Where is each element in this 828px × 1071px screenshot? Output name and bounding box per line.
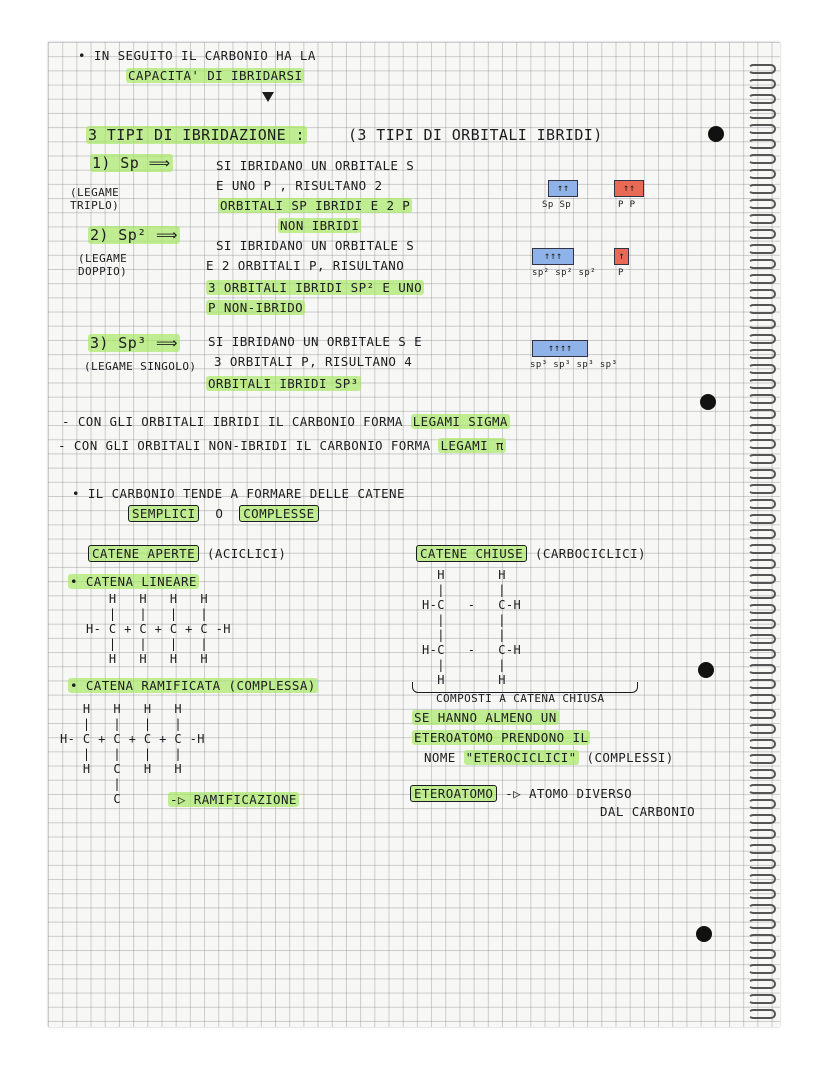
spiral-ring — [748, 349, 776, 359]
spiral-ring — [748, 829, 776, 839]
spiral-ring — [748, 364, 776, 374]
spiral-ring — [748, 469, 776, 479]
open-chains-note: (ACICLICI) — [206, 546, 287, 561]
sp-desc-4: NON IBRIDI — [280, 218, 360, 233]
sp3-desc-2: 3 ORBITALI P, RISULTANO 4 — [214, 354, 413, 369]
spiral-ring — [748, 664, 776, 674]
spiral-ring — [748, 199, 776, 209]
spiral-ring — [748, 379, 776, 389]
spiral-ring — [748, 964, 776, 974]
arrow-down-icon — [262, 92, 274, 102]
spiral-ring — [748, 334, 776, 344]
sp-desc-3: ORBITALI SP IBRIDI E 2 P — [220, 198, 411, 213]
spiral-ring — [748, 319, 776, 329]
spiral-ring — [748, 64, 776, 74]
spiral-ring — [748, 889, 776, 899]
spiral-ring — [748, 919, 776, 929]
spiral-ring — [748, 514, 776, 524]
spiral-ring — [748, 289, 776, 299]
sp3-hybrid-caption: sp³ sp³ sp³ sp³ — [530, 360, 618, 370]
sigma-label: LEGAMI SIGMA — [412, 414, 508, 429]
spiral-ring — [748, 184, 776, 194]
spiral-ring — [748, 844, 776, 854]
punch-hole — [696, 926, 712, 942]
closed-text-3: ETEROATOMO PRENDONO IL — [414, 730, 589, 745]
spiral-ring — [748, 604, 776, 614]
chains-options — [128, 506, 319, 521]
linear-chain-title — [68, 574, 199, 589]
closed-chains-note: (CARBOCICLICI) — [534, 546, 646, 561]
spiral-ring — [748, 679, 776, 689]
sp2-p-caption: P — [618, 268, 624, 278]
ring-formula: H H | | H-C - C-H | | | | H-C - C-H | | H H — [422, 568, 522, 687]
spiral-ring — [748, 484, 776, 494]
spiral-ring — [748, 799, 776, 809]
heteroatom-definition-2: DAL CARBONIO — [600, 804, 696, 819]
sp-desc-1: SI IBRIDANO UN ORBITALE S — [216, 158, 415, 173]
spiral-ring — [748, 139, 776, 149]
spiral-ring — [748, 904, 776, 914]
sp2-desc-4: P NON-IBRIDO — [208, 300, 304, 315]
spiral-binding — [746, 42, 780, 1027]
sp2-hybrid-orbitals: ↑↑↑ — [532, 248, 574, 265]
spiral-ring — [748, 649, 776, 659]
closed-text-2: SE HANNO ALMENO UN — [414, 710, 557, 725]
branched-chain-formula: H H H H | | | | H- C + C + C + C -H | | | | H C H H | C — [60, 702, 205, 806]
complesse-label: COMPLESSE — [239, 505, 318, 522]
spiral-ring — [748, 619, 776, 629]
spiral-ring — [748, 529, 776, 539]
sp-p-caption: P P — [618, 200, 636, 210]
spiral-ring — [748, 499, 776, 509]
hybridization-heading: 3 TIPI DI IBRIDAZIONE : — [88, 126, 305, 144]
sp2-desc-2: E 2 ORBITALI P, RISULTANO — [206, 258, 405, 273]
spiral-ring — [748, 694, 776, 704]
spiral-ring — [748, 409, 776, 419]
spiral-ring — [748, 439, 776, 449]
pi-line-text: - CON GLI ORBITALI NON-IBRIDI IL CARBONIO FORMA — [58, 438, 431, 453]
spiral-ring — [748, 544, 776, 554]
closed-text-4 — [424, 750, 674, 765]
spiral-ring — [748, 169, 776, 179]
spiral-ring — [748, 394, 776, 404]
open-chains-title — [88, 546, 286, 561]
spiral-ring — [748, 454, 776, 464]
spiral-ring — [748, 949, 776, 959]
semplici-label: SEMPLICI — [128, 505, 199, 522]
or-text: O — [215, 506, 224, 521]
spiral-ring — [748, 994, 776, 1004]
sp3-desc-1: SI IBRIDANO UN ORBITALE S E — [208, 334, 422, 349]
spiral-ring — [748, 634, 776, 644]
spiral-ring — [748, 589, 776, 599]
heteroatom-definition: -▷ ATOMO DIVERSO — [505, 786, 633, 801]
open-chains-label: CATENE APERTE — [88, 545, 199, 562]
spiral-ring — [748, 244, 776, 254]
closed-chains-title — [416, 546, 646, 561]
sigma-line — [62, 414, 510, 429]
sp2-desc-3: 3 ORBITALI IBRIDI SP² E UNO — [208, 280, 422, 295]
linear-chain-label: • CATENA LINEARE — [70, 574, 197, 589]
spiral-ring — [748, 859, 776, 869]
spiral-ring — [748, 934, 776, 944]
sp-hybrid-caption: Sp Sp — [542, 200, 572, 210]
pi-line — [58, 438, 506, 453]
punch-hole — [708, 126, 724, 142]
spiral-ring — [748, 214, 776, 224]
intro-line-1: • IN SEGUITO IL CARBONIO HA LA — [78, 48, 316, 63]
sigma-line-text: - CON GLI ORBITALI IBRIDI IL CARBONIO FORMA — [62, 414, 403, 429]
sp2-p-orbitals: ↑ — [614, 248, 629, 265]
punch-hole — [700, 394, 716, 410]
sp2-label: 2) Sp² ⟹ — [90, 226, 178, 244]
spiral-ring — [748, 259, 776, 269]
linear-chain-formula: H H H H | | | | H- C + C + C + C -H | | | | H H H H — [86, 592, 231, 666]
spiral-ring — [748, 754, 776, 764]
sp-label: 1) Sp ⟹ — [92, 154, 171, 172]
spiral-ring — [748, 874, 776, 884]
spiral-ring — [748, 979, 776, 989]
sp3-bond: (LEGAME SINGOLO) — [84, 360, 197, 373]
branch-label: -▷ RAMIFICAZIONE — [170, 792, 297, 807]
closed-text-1: COMPOSTI A CATENA CHIUSA — [436, 692, 605, 705]
spiral-ring — [748, 154, 776, 164]
spiral-ring — [748, 739, 776, 749]
branched-chain-title — [68, 678, 318, 693]
spiral-ring — [748, 79, 776, 89]
sp3-hybrid-orbitals: ↑↑↑↑ — [532, 340, 588, 357]
spiral-ring — [748, 274, 776, 284]
closed-chains-label: CATENE CHIUSE — [416, 545, 527, 562]
branched-chain-label: • CATENA RAMIFICATA (COMPLESSA) — [70, 678, 316, 693]
closed-text-4-post: (COMPLESSI) — [586, 750, 674, 765]
sp2-hybrid-caption: sp² sp² sp² — [532, 268, 597, 278]
sp-hybrid-orbitals: ↑↑ — [548, 180, 578, 197]
sp3-desc-3: ORBITALI IBRIDI SP³ — [208, 376, 359, 391]
spiral-ring — [748, 424, 776, 434]
spiral-ring — [748, 109, 776, 119]
spiral-ring — [748, 574, 776, 584]
spiral-ring — [748, 229, 776, 239]
spiral-ring — [748, 709, 776, 719]
spiral-ring — [748, 124, 776, 134]
sp2-desc-1: SI IBRIDANO UN ORBITALE S — [216, 238, 415, 253]
punch-hole — [698, 662, 714, 678]
heterocyclic-label: "ETEROCICLICI" — [465, 750, 577, 765]
spiral-ring — [748, 784, 776, 794]
pi-label: LEGAMI π — [440, 438, 504, 453]
spiral-ring — [748, 724, 776, 734]
sp2-bond: (LEGAME DOPPIO) — [78, 252, 128, 278]
hybridization-note: (3 TIPI DI ORBITALI IBRIDI) — [348, 126, 603, 144]
intro-line-2: CAPACITA' DI IBRIDARSI — [128, 68, 303, 83]
spiral-ring — [748, 94, 776, 104]
spiral-ring — [748, 814, 776, 824]
notebook-page — [48, 42, 780, 1027]
spiral-ring — [748, 559, 776, 569]
sp-bond: (LEGAME TRIPLO) — [70, 186, 120, 212]
chains-intro: • IL CARBONIO TENDE A FORMARE DELLE CATENE — [72, 486, 405, 501]
sp3-label: 3) Sp³ ⟹ — [90, 334, 178, 352]
heteroatom-line — [410, 786, 632, 801]
heteroatom-label: ETEROATOMO — [410, 785, 497, 802]
sp-desc-2: E UNO P , RISULTANO 2 — [216, 178, 383, 193]
sp-p-orbitals: ↑↑ — [614, 180, 644, 197]
spiral-ring — [748, 304, 776, 314]
closed-text-4-pre: NOME — [424, 750, 456, 765]
spiral-ring — [748, 769, 776, 779]
spiral-ring — [748, 1009, 776, 1019]
